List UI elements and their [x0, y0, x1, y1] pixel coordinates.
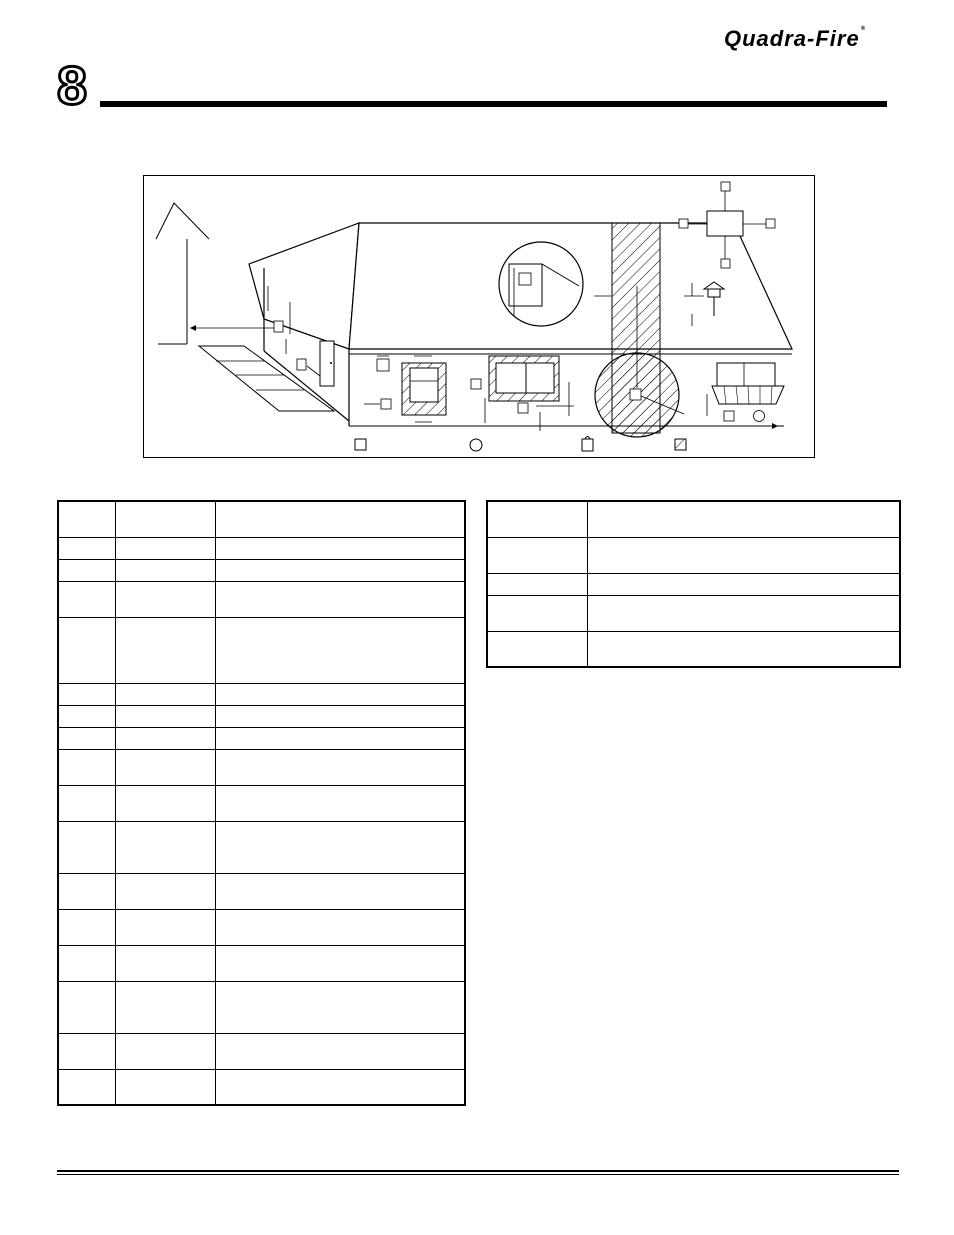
table-row — [58, 909, 465, 945]
table-row — [58, 1033, 465, 1069]
table-cell — [215, 683, 465, 705]
diagram-legend — [355, 437, 686, 452]
footer-rule — [57, 1170, 899, 1175]
table-cell — [58, 683, 115, 705]
clearance-table-right-body — [487, 501, 900, 667]
table-cell — [215, 785, 465, 821]
table-cell — [215, 617, 465, 683]
table-cell — [58, 981, 115, 1033]
table-cell — [58, 821, 115, 873]
table-row — [58, 705, 465, 727]
brand-name: Quadra-Fire — [724, 26, 860, 51]
table-cell — [215, 749, 465, 785]
clearance-table-left — [57, 500, 466, 1106]
table-cell — [115, 727, 215, 749]
table-cell — [487, 595, 587, 631]
table-cell — [587, 631, 900, 667]
table-row — [58, 501, 465, 537]
table-cell — [115, 909, 215, 945]
table-cell — [115, 873, 215, 909]
table-row — [487, 501, 900, 537]
table-row — [58, 1069, 465, 1105]
table-cell — [58, 909, 115, 945]
table-row — [487, 631, 900, 667]
table-cell — [115, 559, 215, 581]
table-cell — [58, 727, 115, 749]
driveway — [199, 346, 334, 411]
table-cell — [587, 595, 900, 631]
table-cell — [58, 749, 115, 785]
section-number-text: 8 — [56, 58, 88, 112]
table-cell — [215, 909, 465, 945]
table-cell — [58, 581, 115, 617]
bag-symbol — [582, 437, 593, 452]
table-cell — [487, 537, 587, 573]
table-cell — [587, 501, 900, 537]
section-number — [52, 58, 92, 112]
table-cell — [115, 981, 215, 1033]
hatched-square-symbol — [675, 439, 686, 450]
table-row — [58, 873, 465, 909]
table-cell — [487, 573, 587, 595]
table-cell — [215, 1069, 465, 1105]
table-cell — [215, 559, 465, 581]
table-row — [58, 537, 465, 559]
table-cell — [587, 537, 900, 573]
table-cell — [215, 981, 465, 1033]
table-cell — [115, 581, 215, 617]
outdoor-bench — [707, 363, 784, 429]
table-cell — [115, 705, 215, 727]
table-row — [58, 981, 465, 1033]
table-cell — [58, 1069, 115, 1105]
table-cell — [115, 683, 215, 705]
table-row — [58, 785, 465, 821]
table-cell — [115, 821, 215, 873]
table-row — [58, 559, 465, 581]
table-cell — [58, 501, 115, 537]
table-cell — [215, 945, 465, 981]
table-cell — [215, 581, 465, 617]
table-row — [58, 749, 465, 785]
square-symbol — [355, 439, 366, 450]
table-row — [487, 573, 900, 595]
table-cell — [58, 705, 115, 727]
table-cell — [115, 945, 215, 981]
table-row — [58, 581, 465, 617]
table-cell — [58, 785, 115, 821]
table-row — [58, 617, 465, 683]
table-cell — [115, 749, 215, 785]
table-cell — [215, 705, 465, 727]
table-cell — [115, 501, 215, 537]
corner-stove — [471, 356, 574, 431]
table-cell — [115, 785, 215, 821]
table-row — [58, 683, 465, 705]
table-row — [58, 727, 465, 749]
stove-alcove — [364, 356, 446, 422]
table-cell — [215, 1033, 465, 1069]
registered-mark: ® — [860, 26, 867, 32]
clearance-table-left-body — [58, 501, 465, 1105]
table-cell — [58, 1033, 115, 1069]
table-cell — [215, 873, 465, 909]
table-cell — [587, 573, 900, 595]
clearance-table-right — [486, 500, 901, 668]
table-cell — [487, 501, 587, 537]
table-cell — [215, 727, 465, 749]
quadra-fire-logo — [724, 26, 866, 52]
table-cell — [58, 537, 115, 559]
table-cell — [215, 537, 465, 559]
table-cell — [58, 945, 115, 981]
table-cell — [487, 631, 587, 667]
table-cell — [115, 537, 215, 559]
table-cell — [215, 821, 465, 873]
table-row — [487, 537, 900, 573]
circle-symbol — [470, 439, 482, 451]
table-cell — [58, 873, 115, 909]
table-cell — [58, 559, 115, 581]
table-cell — [115, 617, 215, 683]
house-clearance-diagram — [143, 175, 815, 458]
table-cell — [115, 1069, 215, 1105]
table-row — [58, 821, 465, 873]
table-cell — [58, 617, 115, 683]
header-rule — [100, 101, 887, 107]
table-cell — [115, 1033, 215, 1069]
detail-inset — [499, 242, 583, 326]
table-row — [487, 595, 900, 631]
table-cell — [215, 501, 465, 537]
table-row — [58, 945, 465, 981]
